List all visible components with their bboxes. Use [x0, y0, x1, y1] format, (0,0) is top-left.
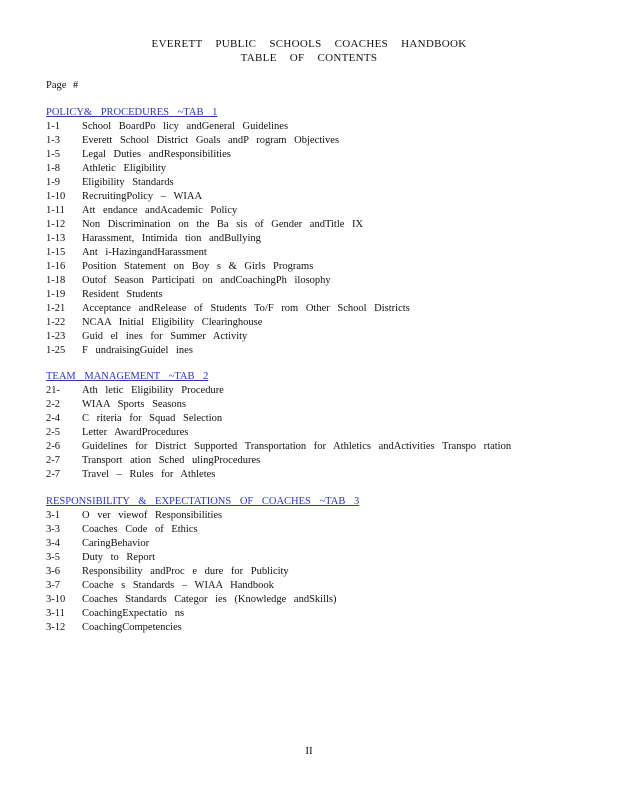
toc-entry[interactable] [46, 302, 606, 316]
toc-entry-page: 1-1 [46, 121, 60, 132]
toc-entry[interactable] [46, 440, 606, 454]
toc-entry[interactable] [46, 246, 606, 260]
toc-entry[interactable] [46, 148, 606, 162]
toc-entry-page: 2-2 [46, 399, 60, 410]
toc-entry-title: O ver viewof Responsibilities [82, 510, 223, 521]
document-title: EVERETT PUBLIC SCHOOLS COACHES HANDBOOK [151, 38, 467, 50]
toc-entry[interactable] [46, 537, 606, 551]
toc-entry-page: 2-6 [46, 441, 60, 452]
toc-list [46, 384, 606, 482]
toc-entry-title: Outof Season Participati on andCoachingPh ilosophy [82, 275, 331, 286]
toc-entry[interactable] [46, 384, 606, 398]
toc-entry-title: Letter AwardProcedures [82, 427, 189, 438]
toc-entry-title: Duty to Report [82, 552, 155, 563]
toc-entry[interactable] [46, 565, 606, 579]
toc-entry[interactable] [46, 398, 606, 412]
toc-entry[interactable] [46, 579, 606, 593]
toc-entry[interactable] [46, 426, 606, 440]
toc-entry-title: Ath letic Eligibility Procedure [82, 385, 224, 396]
toc-entry[interactable] [46, 330, 606, 344]
toc-entry[interactable] [46, 120, 606, 134]
page-number: II [305, 745, 313, 757]
toc-entry[interactable] [46, 134, 606, 148]
toc-entry[interactable] [46, 232, 606, 246]
toc-entry-page: 1-13 [46, 233, 66, 244]
toc-entry-title: C riteria for Squad Selection [82, 413, 223, 424]
toc-entry-page: 1-19 [46, 289, 66, 300]
toc-entry[interactable] [46, 162, 606, 176]
toc-entry-title: Acceptance andRelease of Students To/F rom Other School Districts [82, 303, 410, 314]
toc-entry-page: 2-5 [46, 427, 60, 438]
toc-entry-page: 1-21 [46, 303, 66, 314]
toc-entry[interactable] [46, 176, 606, 190]
toc-entry-page: 1-12 [46, 219, 66, 230]
toc-entry[interactable] [46, 288, 606, 302]
toc-entry-title: Coache s Standards – WIAA Handbook [82, 580, 274, 591]
section-heading[interactable]: POLICY& PROCEDURES ~TAB 1 [46, 107, 218, 118]
section-responsibility-expectations [46, 495, 606, 635]
toc-entry-page: 1-22 [46, 317, 66, 328]
toc-entry-page: 3-5 [46, 552, 60, 563]
section-heading[interactable]: RESPONSIBILITY & EXPECTATIONS OF COACHES ~TAB 3 [46, 496, 360, 507]
toc-list [46, 509, 606, 635]
toc-entry-page: 3-12 [46, 622, 66, 633]
toc-entry-title: Guidelines for District Supported Transportation for Athletics andActivities Transpo rtation [82, 441, 512, 452]
toc-entry-title: Harassment, Intimida tion andBullying [82, 233, 261, 244]
toc-entry-title: F undraisingGuidel ines [82, 345, 193, 356]
toc-entry-page: 1-9 [46, 177, 60, 188]
toc-entry[interactable] [46, 412, 606, 426]
toc-entry-page: 3-11 [46, 608, 65, 619]
toc-entry-page: 1-3 [46, 135, 60, 146]
toc-entry-page: 1-23 [46, 331, 66, 342]
toc-entry-title: NCAA Initial Eligibility Clearinghouse [82, 317, 263, 328]
toc-list [46, 120, 606, 358]
toc-entry[interactable] [46, 593, 606, 607]
toc-entry-title: Responsibility andProc e dure for Publicity [82, 566, 289, 577]
toc-entry-title: Non Discrimination on the Ba sis of Gender andTitle IX [82, 219, 364, 230]
toc-entry-page: 3-7 [46, 580, 60, 591]
toc-entry-title: Position Statement on Boy s & Girls Programs [82, 261, 314, 272]
toc-entry-page: 1-25 [46, 345, 66, 356]
toc-entry-page: 2-7 [46, 469, 60, 480]
toc-entry-page: 1-5 [46, 149, 60, 160]
toc-entry-title: School BoardPo licy andGeneral Guidelines [82, 121, 289, 132]
toc-entry-title: Att endance andAcademic Policy [82, 205, 238, 216]
toc-entry[interactable] [46, 218, 606, 232]
toc-entry-title: Guid el ines for Summer Activity [82, 331, 248, 342]
toc-entry[interactable] [46, 468, 606, 482]
toc-entry[interactable] [46, 316, 606, 330]
toc-entry-title: Travel – Rules for Athletes [82, 469, 216, 480]
toc-entry[interactable] [46, 190, 606, 204]
toc-entry-title: Transport ation Sched ulingProcedures [82, 455, 261, 466]
toc-entry-title: Resident Students [82, 289, 163, 300]
toc-entry-page: 1-11 [46, 205, 65, 216]
toc-entry-page: 3-10 [46, 594, 66, 605]
toc-entry-title: RecruitingPolicy – WIAA [82, 191, 203, 202]
toc-entry-title: WIAA Sports Seasons [82, 399, 186, 410]
toc-entry[interactable] [46, 509, 606, 523]
toc-entry[interactable] [46, 344, 606, 358]
toc-entry-title: Eligibility Standards [82, 177, 174, 188]
toc-entry-title: Everett School District Goals andP rogram Objectives [82, 135, 340, 146]
section-heading[interactable]: TEAM MANAGEMENT ~TAB 2 [46, 371, 209, 382]
toc-entry-page: 3-4 [46, 538, 60, 549]
toc-entry-title: CoachingExpectatio ns [82, 608, 185, 619]
toc-entry-page: 2-4 [46, 413, 60, 424]
toc-entry[interactable] [46, 523, 606, 537]
toc-entry-title: Ant i-HazingandHarassment [82, 247, 207, 258]
toc-entry-page: 1-10 [46, 191, 66, 202]
toc-entry-page: 3-1 [46, 510, 60, 521]
section-team-management [46, 370, 606, 482]
toc-entry-page: 1-18 [46, 275, 66, 286]
toc-entry-title: CoachingCompetencies [82, 622, 182, 633]
toc-entry[interactable] [46, 607, 606, 621]
toc-entry-title: Legal Duties andResponsibilities [82, 149, 231, 160]
toc-entry[interactable] [46, 204, 606, 218]
toc-entry[interactable] [46, 621, 606, 635]
toc-entry-title: Coaches Standards Categor ies (Knowledge andSkills) [82, 594, 337, 605]
toc-entry-page: 1-8 [46, 163, 60, 174]
toc-entry-title: Athletic Eligibility [82, 163, 167, 174]
section-policy-procedures [46, 106, 606, 358]
toc-entry-page: 3-6 [46, 566, 60, 577]
toc-entry-title: CaringBehavior [82, 538, 150, 549]
toc-entry-page: 21- [46, 385, 60, 396]
page-column-label: Page # [46, 80, 79, 91]
toc-entry[interactable] [46, 454, 606, 468]
toc-entry-page: 3-3 [46, 524, 60, 535]
toc-entry[interactable] [46, 260, 606, 274]
toc-entry-page: 1-16 [46, 261, 66, 272]
toc-entry[interactable] [46, 551, 606, 565]
toc-entry[interactable] [46, 274, 606, 288]
toc-entry-title: Coaches Code of Ethics [82, 524, 198, 535]
toc-entry-page: 2-7 [46, 455, 60, 466]
toc-entry-page: 1-15 [46, 247, 66, 258]
document-subtitle: TABLE OF CONTENTS [240, 52, 378, 64]
